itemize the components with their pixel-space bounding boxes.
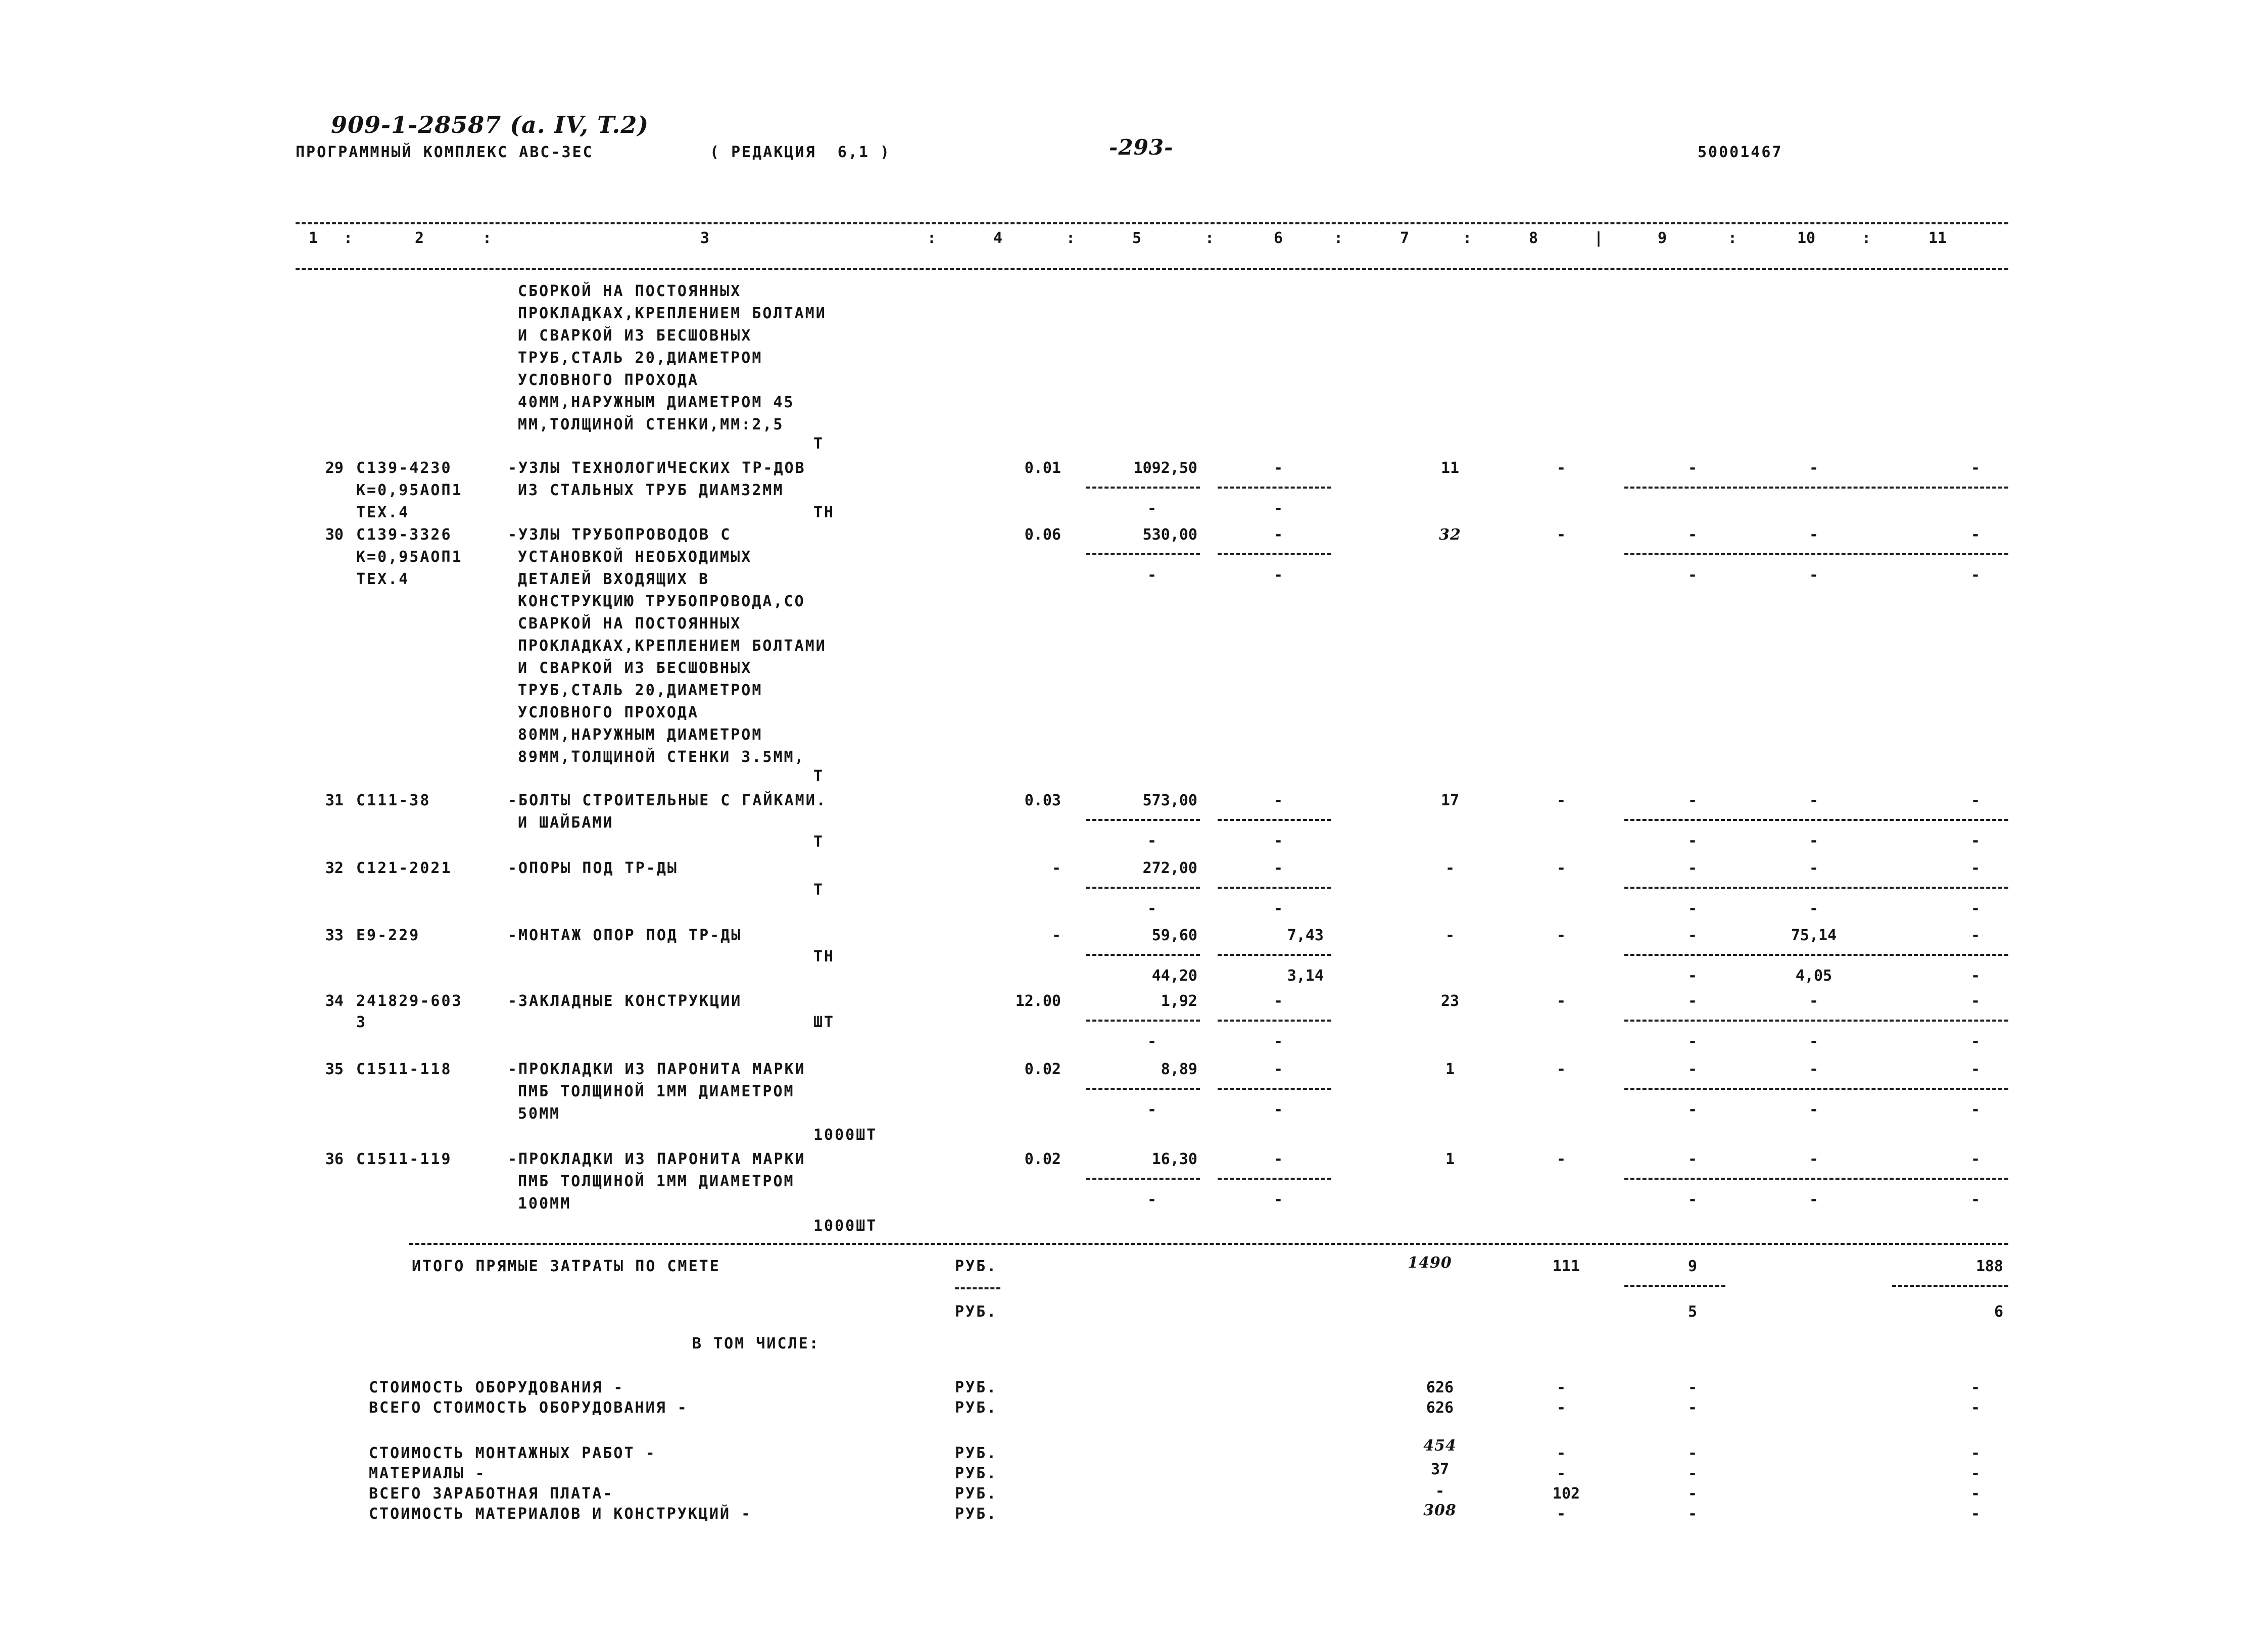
col9-subvalue: -	[1687, 967, 1698, 985]
col9-value: -	[1687, 992, 1698, 1010]
program-title: ПРОГРАММНЫЙ КОМПЛЕКС АВС-ЗЕС	[296, 143, 594, 161]
col10-value: -	[1809, 859, 1819, 877]
summary-col11: -	[1970, 1399, 1981, 1417]
col10-subvalue: -	[1809, 1033, 1819, 1050]
column-number: 9	[1657, 229, 1667, 247]
row-rule	[1086, 954, 1200, 956]
summary-col11: -	[1970, 1485, 1981, 1503]
summary-col11: -	[1970, 1379, 1981, 1396]
totals-col11: 188	[1975, 1258, 2003, 1275]
summary-col9: -	[1687, 1444, 1698, 1462]
unit-label: ТН	[813, 504, 835, 521]
col11-value: -	[1970, 1150, 1981, 1168]
col6-value: -	[1273, 792, 1283, 809]
row-rule	[1218, 954, 1331, 956]
col10-value: -	[1809, 792, 1819, 809]
col8-value: -	[1556, 992, 1566, 1010]
totals-col11-sub: 6	[1994, 1303, 2003, 1321]
col8-value: -	[1556, 859, 1566, 877]
col9-subvalue: -	[1687, 1033, 1698, 1050]
document-number: 50001467	[1698, 143, 1783, 161]
col6-subvalue: 3,14	[1287, 967, 1324, 985]
summary-col7: 626	[1426, 1379, 1454, 1396]
unit-cost: 1,92	[1161, 992, 1197, 1010]
unit-label: 1000ШТ	[813, 1217, 878, 1235]
col11-value: -	[1970, 526, 1981, 544]
col10-subvalue: 4,05	[1795, 967, 1832, 985]
col7-value: 1	[1445, 1060, 1455, 1078]
col9-value: -	[1687, 927, 1698, 944]
quantity: 0.02	[1024, 1150, 1061, 1168]
totals-col7: 1490	[1408, 1254, 1452, 1272]
col9-subvalue: -	[1687, 832, 1698, 850]
description-line: УСЛОВНОГО ПРОХОДА	[518, 704, 699, 721]
col6-subvalue: -	[1273, 566, 1283, 584]
description-line: И СВАРКОЙ ИЗ БЕСШОВНЫХ	[518, 327, 752, 345]
col6-value: -	[1273, 1150, 1283, 1168]
col9-value: -	[1687, 859, 1698, 877]
row-number: 32	[325, 859, 344, 877]
column-separator: :	[1463, 229, 1472, 247]
unit-cost: 8,89	[1161, 1060, 1197, 1078]
row-rule	[1218, 1020, 1331, 1022]
totals-col8: 111	[1552, 1258, 1580, 1275]
col11-value: -	[1970, 459, 1981, 477]
summary-col9: -	[1687, 1485, 1698, 1503]
resource-code: Е9-229	[356, 927, 420, 944]
edition-label: ( РЕДАКЦИЯ 6,1 )	[710, 143, 891, 161]
description-line: -ПРОКЛАДКИ ИЗ ПАРОНИТА МАРКИ	[508, 1150, 806, 1168]
summary-unit: РУБ.	[955, 1399, 998, 1417]
quantity: -	[1051, 927, 1061, 944]
summary-col8: -	[1556, 1465, 1566, 1482]
col10-value: -	[1809, 992, 1819, 1010]
description-line: -БОЛТЫ СТРОИТЕЛЬНЫЕ С ГАЙКАМИ.	[508, 792, 827, 809]
header-bottom-rule	[296, 268, 2008, 270]
row-number: 31	[325, 792, 344, 809]
col10-value: -	[1809, 459, 1819, 477]
description-line: ДЕТАЛЕЙ ВХОДЯЩИХ В	[518, 570, 710, 588]
row-number: 35	[325, 1060, 344, 1078]
quantity: 0.01	[1024, 459, 1061, 477]
quantity: 0.03	[1024, 792, 1061, 809]
column-separator: :	[344, 229, 353, 247]
unit-cost: 16,30	[1151, 1150, 1197, 1168]
row-number: 36	[325, 1150, 344, 1168]
col11-subvalue: -	[1970, 1101, 1981, 1119]
col11-subvalue: -	[1970, 900, 1981, 918]
col5-subvalue: -	[1147, 1033, 1157, 1050]
resource-code: 241829-603	[356, 992, 463, 1010]
description-line: -МОНТАЖ ОПОР ПОД ТР-ДЫ	[508, 927, 742, 944]
col10-value: -	[1809, 526, 1819, 544]
col10-subvalue: -	[1809, 1191, 1819, 1209]
description-line: 89ММ,ТОЛЩИНОЙ СТЕНКИ 3.5ММ,	[518, 748, 805, 766]
unit-rule	[955, 1287, 1000, 1289]
quantity: 0.06	[1024, 526, 1061, 544]
col9-value: -	[1687, 526, 1698, 544]
col7-value: 1	[1445, 1150, 1455, 1168]
col7-value: -	[1445, 927, 1455, 944]
summary-col11: -	[1970, 1505, 1981, 1523]
col5-subvalue: -	[1147, 1191, 1157, 1209]
description-line: И СВАРКОЙ ИЗ БЕСШОВНЫХ	[518, 659, 752, 677]
summary-unit: РУБ.	[955, 1444, 998, 1462]
row-rule	[1218, 553, 1331, 555]
row-rule	[1218, 1178, 1331, 1180]
summary-col9: -	[1687, 1379, 1698, 1396]
unit-label: ШТ	[813, 1013, 835, 1031]
row-rule	[1086, 1178, 1200, 1180]
col10-subvalue: -	[1809, 900, 1819, 918]
col9-value: -	[1687, 792, 1698, 809]
col6-subvalue: -	[1273, 500, 1283, 517]
summary-unit: РУБ.	[955, 1505, 998, 1523]
unit-cost: 530,00	[1142, 526, 1197, 544]
col8-value: -	[1556, 459, 1566, 477]
summary-col7: 454	[1423, 1437, 1457, 1455]
row-rule	[1624, 1020, 2008, 1022]
description-line: СБОРКОЙ НА ПОСТОЯННЫХ	[518, 282, 742, 300]
quantity: -	[1051, 859, 1061, 877]
col6-value: -	[1273, 526, 1283, 544]
row-rule	[1086, 487, 1200, 489]
resource-code: С111-38	[356, 792, 431, 809]
summary-label: СТОИМОСТЬ МАТЕРИАЛОВ И КОНСТРУКЦИЙ -	[369, 1505, 752, 1523]
column-number: 11	[1928, 229, 1947, 247]
resource-code-suffix: 3	[356, 1013, 367, 1031]
col7-value: 23	[1440, 992, 1460, 1010]
coefficient: К=0,95АОП1	[356, 548, 463, 566]
unit-label: Т	[813, 435, 825, 453]
row-rule	[1218, 487, 1331, 489]
description-line: КОНСТРУКЦИЮ ТРУБОПРОВОДА,СО	[518, 593, 805, 610]
column-number: 4	[993, 229, 1003, 247]
totals-unit-secondary: РУБ.	[955, 1303, 998, 1321]
description-line: -ОПОРЫ ПОД ТР-ДЫ	[508, 859, 678, 877]
col9-value: -	[1687, 459, 1698, 477]
unit-cost: 59,60	[1151, 927, 1197, 944]
description-line: ПРОКЛАДКАХ,КРЕПЛЕНИЕМ БОЛТАМИ	[518, 305, 827, 322]
resource-code: С121-2021	[356, 859, 452, 877]
col7-value: -	[1445, 859, 1455, 877]
summary-unit: РУБ.	[955, 1485, 998, 1503]
col9-subvalue: -	[1687, 900, 1698, 918]
col11-subvalue: -	[1970, 1033, 1981, 1050]
row-rule	[1218, 887, 1331, 889]
col11-value: -	[1970, 792, 1981, 809]
totals-unit: РУБ.	[955, 1258, 998, 1275]
description-line: 40ММ,НАРУЖНЫМ ДИАМЕТРОМ 45	[518, 394, 795, 411]
row-number: 34	[325, 992, 344, 1010]
col10-value: -	[1809, 1150, 1819, 1168]
summary-label: ВСЕГО СТОИМОСТЬ ОБОРУДОВАНИЯ -	[369, 1399, 688, 1417]
col5-subvalue: -	[1147, 900, 1157, 918]
col10-subvalue: -	[1809, 832, 1819, 850]
description-line: -ЗАКЛАДНЫЕ КОНСТРУКЦИИ	[508, 992, 742, 1010]
summary-col8: -	[1556, 1399, 1566, 1417]
col10-subvalue: -	[1809, 566, 1819, 584]
row-rule	[1086, 887, 1200, 889]
description-line: 80ММ,НАРУЖНЫМ ДИАМЕТРОМ	[518, 726, 763, 744]
row-rule	[1624, 553, 2008, 555]
col8-value: -	[1556, 526, 1566, 544]
col11-subvalue: -	[1970, 967, 1981, 985]
row-rule	[1624, 887, 2008, 889]
col6-value: -	[1273, 459, 1283, 477]
tech-part: ТЕХ.4	[356, 504, 410, 521]
description-line: ПМБ ТОЛЩИНОЙ 1ММ ДИАМЕТРОМ	[518, 1173, 795, 1190]
col11-subvalue: -	[1970, 566, 1981, 584]
resource-code: С1511-118	[356, 1060, 452, 1078]
col6-value: -	[1273, 859, 1283, 877]
header-top-rule	[296, 222, 2008, 224]
unit-cost: 272,00	[1142, 859, 1197, 877]
description-line: ТРУБ,СТАЛЬ 20,ДИАМЕТРОМ	[518, 682, 763, 699]
row-rule	[1218, 1088, 1331, 1090]
summary-label: ВСЕГО ЗАРАБОТНАЯ ПЛАТА-	[369, 1485, 614, 1503]
row-rule	[1624, 954, 2008, 956]
col7-value: 17	[1440, 792, 1460, 809]
unit-cost: 573,00	[1142, 792, 1197, 809]
row-rule	[1086, 553, 1200, 555]
description-line: УСТАНОВКОЙ НЕОБХОДИМЫХ	[518, 548, 752, 566]
column-number: 7	[1400, 229, 1410, 247]
row-number: 29	[325, 459, 344, 477]
col7-value: 11	[1440, 459, 1460, 477]
col5-subvalue: -	[1147, 500, 1157, 517]
col5-subvalue: 44,20	[1151, 967, 1197, 985]
column-separator: :	[1205, 229, 1215, 247]
totals-sub-rule	[1892, 1285, 2008, 1287]
col6-value: -	[1273, 992, 1283, 1010]
summary-col8: 102	[1552, 1485, 1580, 1503]
column-separator: :	[1728, 229, 1738, 247]
coefficient: К=0,95АОП1	[356, 481, 463, 499]
col8-value: -	[1556, 1060, 1566, 1078]
totals-rule	[409, 1243, 2008, 1245]
resource-code: С1511-119	[356, 1150, 452, 1168]
resource-code: С139-3326	[356, 526, 452, 544]
column-number: 10	[1797, 229, 1816, 247]
summary-col9: -	[1687, 1465, 1698, 1482]
column-separator: :	[1862, 229, 1871, 247]
col6-value: 7,43	[1287, 927, 1324, 944]
summary-col11: -	[1970, 1465, 1981, 1482]
col6-subvalue: -	[1273, 1191, 1283, 1209]
summary-col7: 308	[1423, 1502, 1457, 1519]
description-line: СВАРКОЙ НА ПОСТОЯННЫХ	[518, 615, 742, 633]
row-rule	[1624, 1178, 2008, 1180]
row-rule	[1624, 819, 2008, 821]
description-line: ТРУБ,СТАЛЬ 20,ДИАМЕТРОМ	[518, 349, 763, 367]
col11-subvalue: -	[1970, 1191, 1981, 1209]
col8-value: -	[1556, 1150, 1566, 1168]
description-line: -УЗЛЫ ТЕХНОЛОГИЧЕСКИХ ТР-ДОВ	[508, 459, 806, 477]
col5-subvalue: -	[1147, 832, 1157, 850]
column-number: 3	[700, 229, 710, 247]
col6-subvalue: -	[1273, 1101, 1283, 1119]
subheading: В ТОМ ЧИСЛЕ:	[692, 1335, 820, 1353]
row-rule	[1218, 819, 1331, 821]
summary-label: МАТЕРИАЛЫ -	[369, 1465, 486, 1482]
row-rule	[1624, 1088, 2008, 1090]
summary-col11: -	[1970, 1444, 1981, 1462]
summary-unit: РУБ.	[955, 1379, 998, 1396]
column-separator: :	[1334, 229, 1343, 247]
summary-col8: -	[1556, 1379, 1566, 1396]
column-number: 6	[1273, 229, 1283, 247]
row-number: 30	[325, 526, 344, 544]
resource-code: С139-4230	[356, 459, 452, 477]
col11-value: -	[1970, 859, 1981, 877]
col11-value: -	[1970, 992, 1981, 1010]
description-line: ПРОКЛАДКАХ,КРЕПЛЕНИЕМ БОЛТАМИ	[518, 637, 827, 655]
col10-subvalue: -	[1809, 1101, 1819, 1119]
description-line: ИЗ СТАЛЬНЫХ ТРУБ ДИАМ32ММ	[518, 481, 784, 499]
description-line: ММ,ТОЛЩИНОЙ СТЕНКИ,ММ:2,5	[518, 416, 784, 433]
row-rule	[1086, 1088, 1200, 1090]
quantity: 12.00	[1015, 992, 1061, 1010]
col8-value: -	[1556, 927, 1566, 944]
totals-label: ИТОГО ПРЯМЫЕ ЗАТРАТЫ ПО СМЕТЕ	[412, 1258, 720, 1275]
col11-value: -	[1970, 927, 1981, 944]
description-line: -ПРОКЛАДКИ ИЗ ПАРОНИТА МАРКИ	[508, 1060, 806, 1078]
column-number: 2	[414, 229, 424, 247]
description-line: 100ММ	[518, 1195, 571, 1213]
summary-col7: 626	[1426, 1399, 1454, 1417]
handwritten-document-code: 909-1-28587 (a. IV, T.2)	[331, 111, 649, 138]
col9-subvalue: -	[1687, 566, 1698, 584]
col9-value: -	[1687, 1060, 1698, 1078]
totals-col9-sub: 5	[1687, 1303, 1698, 1321]
page-number: -293-	[1109, 135, 1174, 160]
summary-label: СТОИМОСТЬ МОНТАЖНЫХ РАБОТ -	[369, 1444, 656, 1462]
totals-sub-rule	[1624, 1285, 1725, 1287]
column-number: 5	[1132, 229, 1142, 247]
summary-col9: -	[1687, 1399, 1698, 1417]
summary-col7: 37	[1430, 1461, 1450, 1478]
col11-value: -	[1970, 1060, 1981, 1078]
col5-subvalue: -	[1147, 566, 1157, 584]
summary-label: СТОИМОСТЬ ОБОРУДОВАНИЯ -	[369, 1379, 624, 1396]
col6-subvalue: -	[1273, 900, 1283, 918]
column-number: 8	[1528, 229, 1538, 247]
unit-cost: 1092,50	[1133, 459, 1197, 477]
summary-col8: -	[1556, 1444, 1566, 1462]
summary-col8: -	[1556, 1505, 1566, 1523]
summary-unit: РУБ.	[955, 1465, 998, 1482]
tech-part: ТЕХ.4	[356, 570, 410, 588]
col9-subvalue: -	[1687, 1101, 1698, 1119]
unit-label: Т	[813, 833, 825, 851]
col10-value: 75,14	[1791, 927, 1837, 944]
column-number: 1	[308, 229, 318, 247]
col8-value: -	[1556, 792, 1566, 809]
unit-label: Т	[813, 881, 825, 899]
col5-subvalue: -	[1147, 1101, 1157, 1119]
description-line: 50ММ	[518, 1105, 561, 1123]
summary-col7: -	[1435, 1482, 1445, 1500]
col6-subvalue: -	[1273, 832, 1283, 850]
col6-subvalue: -	[1273, 1033, 1283, 1050]
totals-col9: 9	[1687, 1258, 1698, 1275]
col7-value: 32	[1439, 526, 1461, 544]
col9-subvalue: -	[1687, 1191, 1698, 1209]
row-rule	[1086, 819, 1200, 821]
row-rule	[1624, 487, 2008, 489]
description-line: -УЗЛЫ ТРУБОПРОВОДОВ С	[508, 526, 732, 544]
row-rule	[1086, 1020, 1200, 1022]
col6-value: -	[1273, 1060, 1283, 1078]
summary-col9: -	[1687, 1505, 1698, 1523]
description-line: И ШАЙБАМИ	[518, 814, 614, 832]
row-number: 33	[325, 927, 344, 944]
unit-label: 1000ШТ	[813, 1126, 878, 1144]
column-separator: |	[1594, 229, 1604, 247]
column-separator: :	[482, 229, 492, 247]
col10-value: -	[1809, 1060, 1819, 1078]
description-line: ПМБ ТОЛЩИНОЙ 1ММ ДИАМЕТРОМ	[518, 1083, 795, 1100]
quantity: 0.02	[1024, 1060, 1061, 1078]
col9-value: -	[1687, 1150, 1698, 1168]
unit-label: ТН	[813, 948, 835, 966]
column-separator: :	[927, 229, 937, 247]
unit-label: Т	[813, 767, 825, 785]
column-separator: :	[1066, 229, 1076, 247]
description-line: УСЛОВНОГО ПРОХОДА	[518, 371, 699, 389]
col11-subvalue: -	[1970, 832, 1981, 850]
